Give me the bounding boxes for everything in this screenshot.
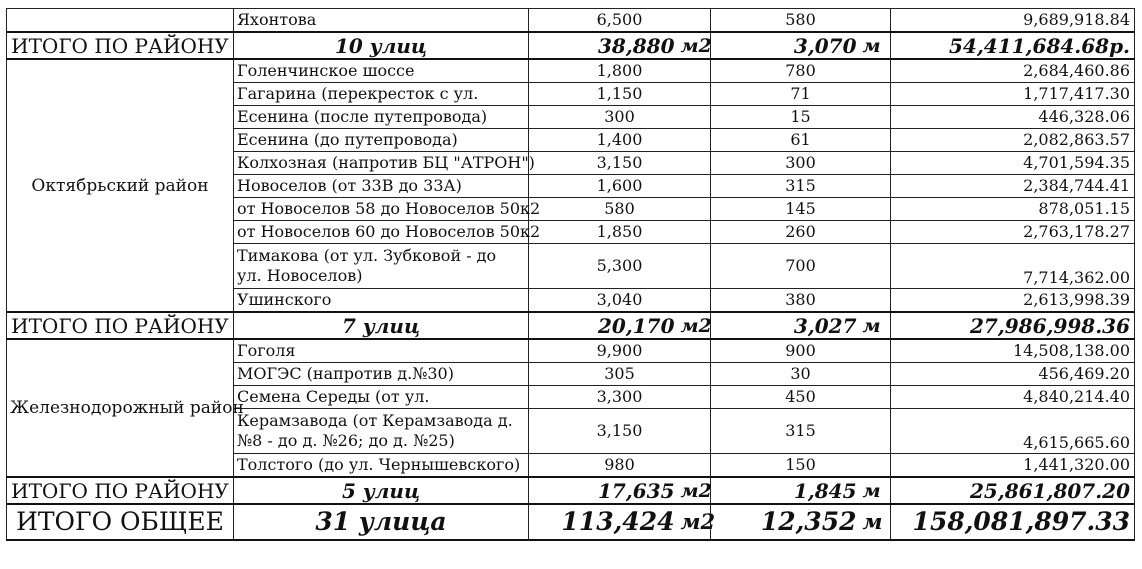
street-name: Семена Середы (от ул.: [234, 386, 529, 409]
street-name: Толстого (до ул. Чернышевского): [234, 454, 529, 478]
area-value: 580: [529, 198, 711, 221]
area-value: 305: [529, 363, 711, 386]
street-name: Есенина (после путепровода): [234, 106, 529, 129]
total-area: 38,880: [529, 32, 679, 59]
street-name: Колхозная (напротив БЦ "АТРОН"): [234, 152, 529, 175]
area-unit: м2: [679, 477, 711, 504]
grand-total-length: 12,352: [711, 504, 861, 540]
cost-value: 2,082,863.57: [891, 129, 1135, 152]
total-area: 17,635: [529, 477, 679, 504]
area-value: 3,040: [529, 289, 711, 313]
table-row: [7, 9, 1135, 33]
cost-value: 4,615,665.60: [891, 409, 1135, 454]
cost-value: 2,684,460.86: [891, 59, 1135, 83]
district-total-row: [7, 32, 1135, 59]
cost-value: 4,840,214.40: [891, 386, 1135, 409]
area-value: 6,500: [529, 9, 711, 33]
area-unit: м2: [679, 504, 711, 540]
cost-value: 4,701,594.35: [891, 152, 1135, 175]
area-value: 3,150: [529, 152, 711, 175]
total-cost: 27,986,998.36: [891, 312, 1135, 339]
grand-total-row: [7, 504, 1135, 540]
area-value: 300: [529, 106, 711, 129]
table-row: [7, 339, 1135, 363]
length-value: 780: [711, 59, 891, 83]
length-value: 380: [711, 289, 891, 313]
district-cell: [7, 9, 234, 33]
length-value: 145: [711, 198, 891, 221]
street-name: Ушинского: [234, 289, 529, 313]
length-value: 700: [711, 244, 891, 289]
total-count: 10 улиц: [234, 32, 529, 59]
cost-value: 456,469.20: [891, 363, 1135, 386]
grand-total-area: 113,424: [529, 504, 679, 540]
length-value: 580: [711, 9, 891, 33]
street-name: МОГЭС (напротив д.№30): [234, 363, 529, 386]
cost-value: 14,508,138.00: [891, 339, 1135, 363]
cost-value: 2,613,998.39: [891, 289, 1135, 313]
street-name: Керамзавода (от Керамзавода д. №8 - до д. №26; до д. №25): [234, 409, 529, 454]
table-row: [7, 59, 1135, 83]
area-value: 1,150: [529, 83, 711, 106]
length-value: 300: [711, 152, 891, 175]
cost-value: 446,328.06: [891, 106, 1135, 129]
area-value: 1,850: [529, 221, 711, 244]
road-repair-table: [6, 8, 1135, 541]
total-length: 3,070: [711, 32, 861, 59]
cost-value: 9,689,918.84: [891, 9, 1135, 33]
area-value: 980: [529, 454, 711, 478]
area-value: 5,300: [529, 244, 711, 289]
area-value: 9,900: [529, 339, 711, 363]
total-label: ИТОГО ПО РАЙОНУ: [7, 312, 234, 339]
street-name: Тимакова (от ул. Зубковой - до ул. Новоселов): [234, 244, 529, 289]
cost-value: 7,714,362.00: [891, 244, 1135, 289]
length-value: 315: [711, 409, 891, 454]
street-name: Голенчинское шоссе: [234, 59, 529, 83]
length-unit: м: [861, 312, 891, 339]
area-value: 1,400: [529, 129, 711, 152]
area-unit: м2: [679, 32, 711, 59]
street-name: Гагарина (перекресток с ул.: [234, 83, 529, 106]
total-cost: 25,861,807.20: [891, 477, 1135, 504]
length-value: 315: [711, 175, 891, 198]
cost-value: 1,441,320.00: [891, 454, 1135, 478]
length-unit: м: [861, 32, 891, 59]
total-count: 5 улиц: [234, 477, 529, 504]
length-value: 450: [711, 386, 891, 409]
street-name: Новоселов (от 33В до 33А): [234, 175, 529, 198]
grand-total-cost: 158,081,897.33: [891, 504, 1135, 540]
district-total-row: [7, 312, 1135, 339]
area-value: 3,300: [529, 386, 711, 409]
grand-total-label: ИТОГО ОБЩЕЕ: [7, 504, 234, 540]
length-unit: м: [861, 477, 891, 504]
street-name: Есенина (до путепровода): [234, 129, 529, 152]
length-unit: м: [861, 504, 891, 540]
cost-value: 2,384,744.41: [891, 175, 1135, 198]
street-name: от Новоселов 58 до Новоселов 50к2: [234, 198, 529, 221]
length-value: 900: [711, 339, 891, 363]
cost-value: 2,763,178.27: [891, 221, 1135, 244]
length-value: 30: [711, 363, 891, 386]
cost-value: 1,717,417.30: [891, 83, 1135, 106]
grand-total-count: 31 улица: [234, 504, 529, 540]
total-length: 3,027: [711, 312, 861, 339]
length-value: 150: [711, 454, 891, 478]
length-value: 260: [711, 221, 891, 244]
street-name: от Новоселов 60 до Новоселов 50к2: [234, 221, 529, 244]
cost-value: 878,051.15: [891, 198, 1135, 221]
area-unit: м2: [679, 312, 711, 339]
total-length: 1,845: [711, 477, 861, 504]
street-name: Яхонтова: [234, 9, 529, 33]
length-value: 71: [711, 83, 891, 106]
total-label: ИТОГО ПО РАЙОНУ: [7, 477, 234, 504]
area-value: 1,800: [529, 59, 711, 83]
length-value: 15: [711, 106, 891, 129]
district-name: Октябрьский район: [7, 59, 234, 312]
total-cost: 54,411,684.68р.: [891, 32, 1135, 59]
district-name: Железнодорожный район: [7, 339, 234, 477]
length-value: 61: [711, 129, 891, 152]
total-label: ИТОГО ПО РАЙОНУ: [7, 32, 234, 59]
district-total-row: [7, 477, 1135, 504]
total-count: 7 улиц: [234, 312, 529, 339]
street-name: Гоголя: [234, 339, 529, 363]
total-area: 20,170: [529, 312, 679, 339]
area-value: 3,150: [529, 409, 711, 454]
area-value: 1,600: [529, 175, 711, 198]
